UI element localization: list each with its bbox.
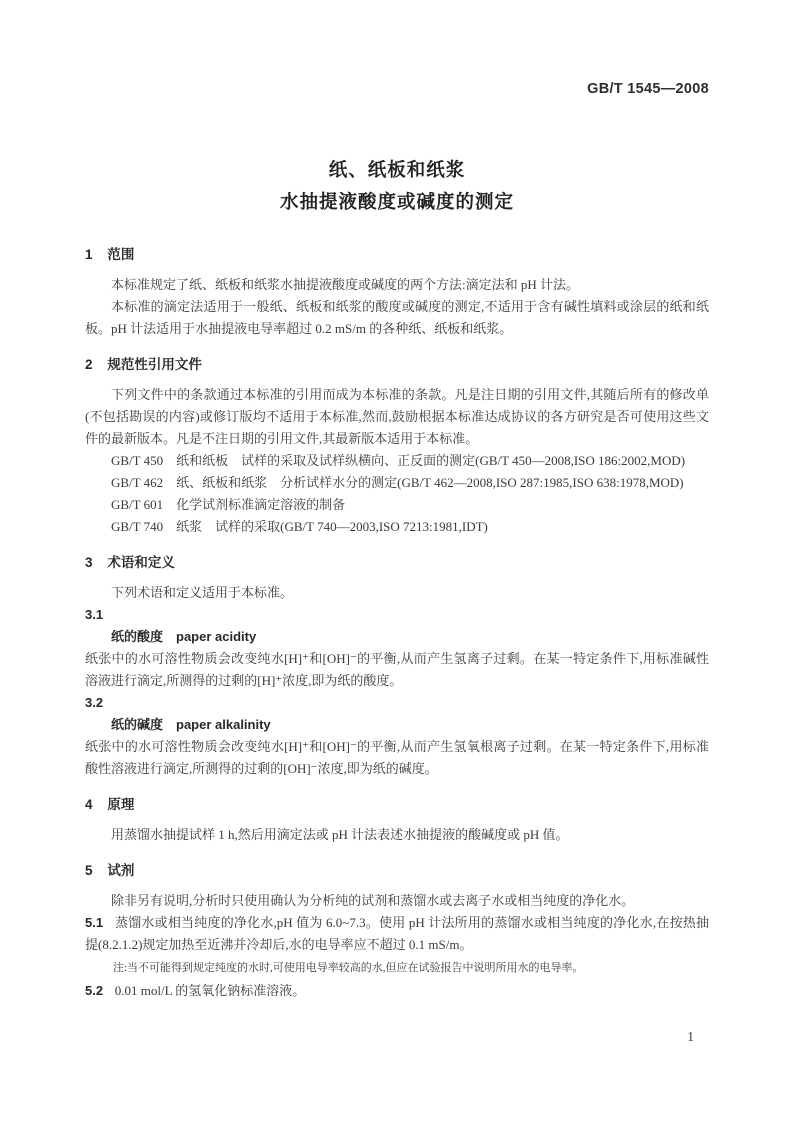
section-number: 5 — [85, 863, 93, 878]
paragraph: 下列术语和定义适用于本标准。 — [111, 585, 294, 600]
reference-entry: GB/T 450 纸和纸板 试样的采取及试样纵横向、正反面的测定(GB/T 450—2008,ISO 186:2002,MOD) — [111, 453, 686, 468]
clause-text: 0.01 mol/L 的氢氧化钠标准溶液。 — [114, 983, 306, 998]
section-scope — [85, 244, 709, 340]
term-definition: 纸张中的水可溶性物质会改变纯水[H]⁺和[OH]⁻的平衡,从而产生氢离子过剩。在某一特定条件下,用标准碱性溶液进行滴定,所测得的过剩的[H]⁺浓度,即为纸的酸度。 — [85, 651, 709, 688]
term-definition: 纸张中的水可溶性物质会改变纯水[H]⁺和[OH]⁻的平衡,从而产生氢氧根离子过剩。在某一特定条件下,用标准酸性溶液进行滴定,所测得的过剩的[OH]⁻浓度,即为纸的碱度。 — [85, 739, 709, 776]
clause-number: 5.1 — [85, 915, 104, 930]
document-title-line1: 纸、纸板和纸浆 — [328, 159, 466, 180]
section-number: 4 — [85, 797, 93, 812]
section-heading-normative-references — [85, 354, 709, 376]
section-title: 术语和定义 — [107, 555, 175, 570]
reference-entry: GB/T 601 化学试剂标准滴定溶液的制备 — [111, 497, 346, 512]
paragraph: 本标准规定了纸、纸板和纸浆水抽提液酸度或碱度的两个方法:滴定法和 pH 计法。 — [111, 277, 580, 292]
section-title: 试剂 — [107, 863, 135, 878]
paragraph: 本标准的滴定法适用于一般纸、纸板和纸浆的酸度或碱度的测定,不适用于含有碱性填料或涂层的纸和纸板。pH 计法适用于水抽提液电导率超过 0.2 mS/m 的各种纸、纸板和纸浆。 — [85, 299, 709, 336]
clause-5-1 — [85, 912, 709, 956]
section-heading-terms — [85, 552, 709, 574]
clause-text: 蒸馏水或相当纯度的净化水,pH 值为 6.0~7.3。使用 pH 计法所用的蒸馏水或相当纯度的净化水,在按热抽提(8.2.1.2)规定加热至近沸并冷却后,水的电导率应不超过 0.1 mS/m。 — [85, 915, 709, 952]
section-title: 原理 — [107, 797, 135, 812]
term-number: 3.1 — [85, 607, 104, 622]
section-principle — [85, 794, 709, 846]
reference-entry: GB/T 740 纸浆 试样的采取(GB/T 740—2003,ISO 7213:1981,IDT) — [111, 519, 488, 534]
note: 注:当不可能得到规定纯度的水时,可使用电导率较高的水,但应在试验报告中说明所用水的电导率。 — [113, 962, 584, 974]
section-terms-and-definitions — [85, 552, 709, 780]
page-number: 1 — [687, 1029, 694, 1044]
standard-number: GB/T 1545—2008 — [587, 81, 709, 97]
section-heading-reagents — [85, 860, 709, 882]
section-title: 规范性引用文件 — [107, 357, 202, 372]
document-title — [85, 154, 709, 218]
paragraph: 除非另有说明,分析时只使用确认为分析纯的试剂和蒸馏水或去离子水或相当纯度的净化水。 — [111, 893, 635, 908]
paragraph: 下列文件中的条款通过本标准的引用而成为本标准的条款。凡是注日期的引用文件,其随后所有的修改单(不包括勘误的内容)或修订版均不适用于本标准,然而,鼓励根据本标准达成协议的各方研究是否可使用这些文件的最新版本。凡是不注日期的引用文件,其最新版本适用于本标准。 — [85, 387, 709, 446]
section-heading-principle — [85, 794, 709, 816]
section-heading-scope — [85, 244, 709, 266]
term-title: 纸的碱度 paper alkalinity — [111, 717, 271, 732]
reference-entry: GB/T 462 纸、纸板和纸浆 分析试样水分的测定(GB/T 462—2008,ISO 287:1985,ISO 638:1978,MOD) — [111, 475, 684, 490]
paragraph: 用蒸馏水抽提试样 1 h,然后用滴定法或 pH 计法表述水抽提液的酸碱度或 pH 值。 — [111, 827, 569, 842]
section-normative-references — [85, 354, 709, 538]
section-number: 2 — [85, 357, 93, 372]
section-reagents — [85, 860, 709, 1002]
clause-5-2 — [85, 980, 709, 1002]
term-title: 纸的酸度 paper acidity — [111, 629, 257, 644]
document-title-line2: 水抽提液酸度或碱度的测定 — [279, 191, 514, 212]
section-title: 范围 — [107, 247, 135, 262]
clause-number: 5.2 — [85, 983, 104, 998]
term-number: 3.2 — [85, 695, 104, 710]
section-number: 3 — [85, 555, 93, 570]
section-number: 1 — [85, 247, 93, 262]
